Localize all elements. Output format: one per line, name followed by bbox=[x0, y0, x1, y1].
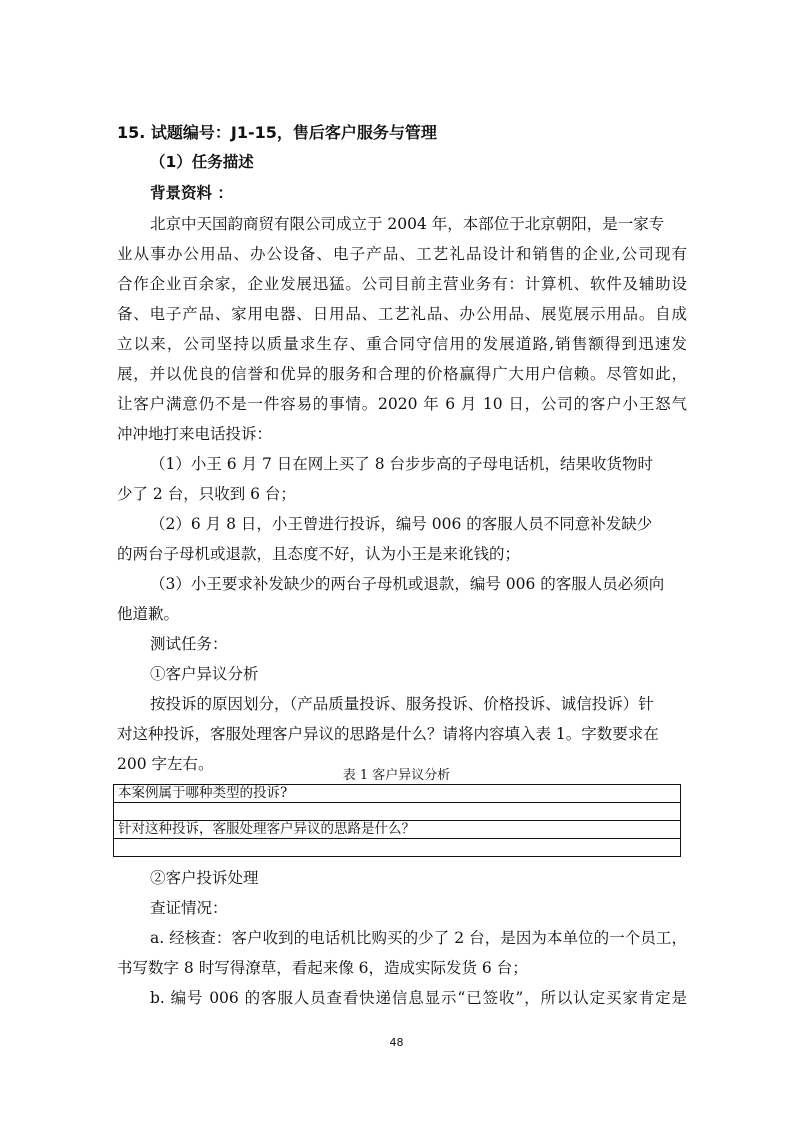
task-description-heading: （1）任务描述 bbox=[150, 153, 254, 171]
page-number: 48 bbox=[389, 1036, 404, 1049]
complaint-line: 他道歉。 bbox=[117, 605, 180, 623]
table-cell bbox=[114, 803, 681, 821]
complaint-line: （1）小王 6 月 7 日在网上买了 8 台步步高的子母电话机，结果收货物时 bbox=[150, 455, 654, 473]
verify-line: 书写数字 8 时写得潦草，看起来像 6，造成实际发货 6 台； bbox=[117, 959, 528, 977]
background-line: 北京中天国韵商贸有限公司成立于 2004 年，本部位于北京朝阳，是一家专 bbox=[150, 215, 665, 233]
item1-line: 按投诉的原因划分，（产品质量投诉、服务投诉、价格投诉、诚信投诉）针 bbox=[150, 695, 654, 713]
item1-line: 200 字左右。 bbox=[117, 755, 214, 773]
background-line: 冲冲地打来电话投诉： bbox=[117, 425, 273, 443]
background-line: 立以来，公司坚持以质量求生存、重合同守信用的发展道路,销售额得到迅速发 bbox=[117, 335, 687, 353]
complaint-line: 少了 2 台，只收到 6 台； bbox=[117, 485, 296, 503]
test-task-label: 测试任务： bbox=[150, 635, 228, 653]
item1-line: 对这种投诉，客服处理客户异议的思路是什么？请将内容填入表 1。字数要求在 bbox=[117, 725, 659, 743]
table-row bbox=[114, 821, 681, 839]
objection-analysis-table bbox=[113, 784, 681, 857]
background-line: 合作企业百余家，企业发展迅猛。公司目前主营业务有：计算机、软件及辅助设 bbox=[117, 275, 687, 293]
verify-line: a. 经核查：客户收到的电话机比购买的少了 2 台，是因为本单位的一个员工， bbox=[150, 929, 687, 947]
table-row bbox=[114, 785, 681, 803]
background-label: 背景资料 ： bbox=[150, 184, 233, 202]
background-line: 展，并以优良的信誉和优异的服务和合理的价格赢得广大用户信赖。尽管如此， bbox=[117, 365, 687, 383]
table1-caption: 表 1 客户异议分析 bbox=[342, 768, 451, 783]
table-cell bbox=[114, 839, 681, 857]
verify-line: b. 编号 006 的客服人员查看快递信息显示“已签收”，所以认定买家肯定是 bbox=[150, 989, 687, 1007]
question-title: 15. 试题编号：J1-15，售后客户服务与管理 bbox=[117, 123, 437, 142]
complaint-line: 的两台子母机或退款，且态度不好，认为小王是来讹钱的； bbox=[117, 545, 521, 563]
table-cell: 本案例属于哪种类型的投诉? bbox=[114, 785, 681, 803]
table-row bbox=[114, 839, 681, 857]
item1-label: ①客户异议分析 bbox=[150, 665, 259, 683]
background-line: 备、电子产品、家用电器、日用品、工艺礼品、办公用品、展览展示用品。自成 bbox=[117, 305, 687, 323]
background-line: 让客户满意仍不是一件容易的事情。2020 年 6 月 10 日，公司的客户小王怒气 bbox=[117, 395, 687, 413]
complaint-line: （2）6 月 8 日，小王曾进行投诉，编号 006 的客服人员不同意补发缺少 bbox=[150, 515, 653, 533]
table-row bbox=[114, 803, 681, 821]
item2-label: ②客户投诉处理 bbox=[150, 869, 259, 887]
table-cell: 针对这种投诉，客服处理客户异议的思路是什么？ bbox=[114, 821, 681, 839]
complaint-line: （3）小王要求补发缺少的两台子母机或退款，编号 006 的客服人员必须向 bbox=[150, 575, 665, 593]
background-line: 业从事办公用品、办公设备、电子产品、工艺礼品设计和销售的企业,公司现有 bbox=[117, 245, 687, 263]
verify-label: 查证情况： bbox=[150, 899, 228, 917]
